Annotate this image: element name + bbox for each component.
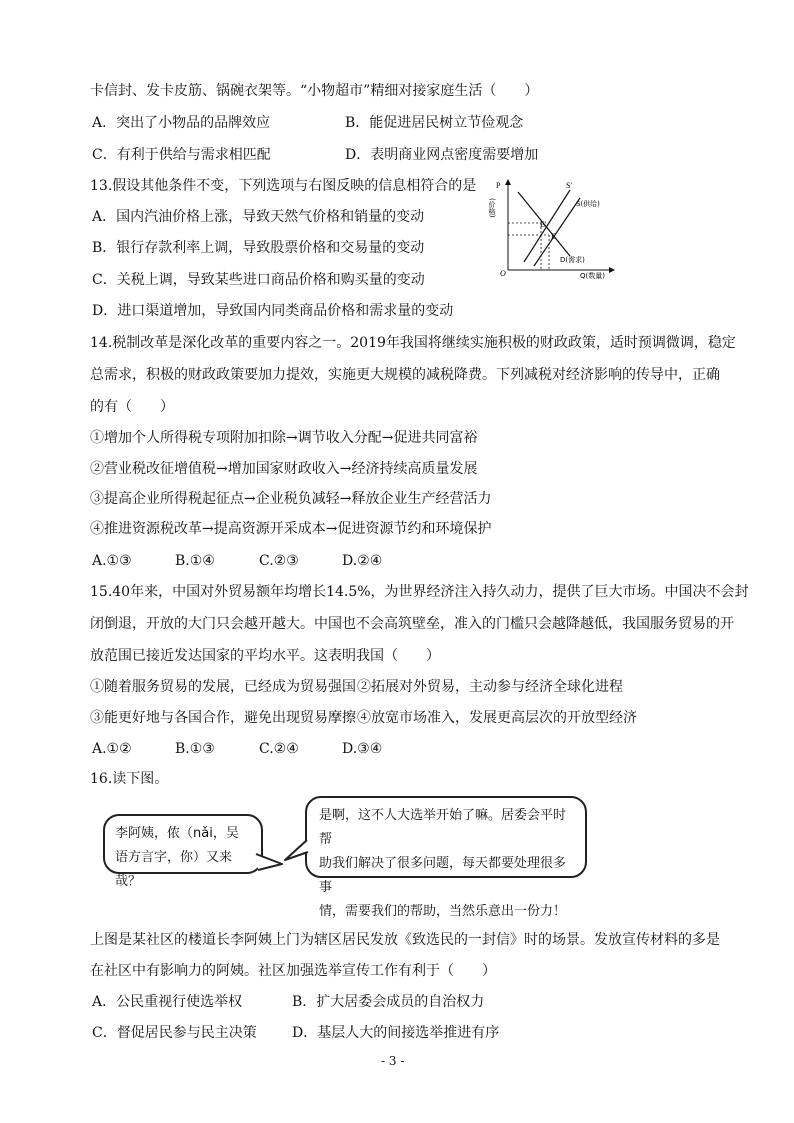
e-prime-label: E′ [540,220,547,229]
speech-bubble-right-line-2: 助我们解决了很多问题，每天都要处理很多事 [319,856,567,895]
q16-paragraph-line-2: 在社区中有影响力的阿姨。社区加强选举宣传工作有利于（ ） [90,963,496,979]
speech-bubble-left [103,814,263,889]
origin-label: O [500,269,506,278]
q15-option-a: A.①② [92,741,132,757]
q15-stem-line-2: 闭倒退，开放的大门只会越开越大。中国也不会高筑壁垒，准入的门槛只会越降越低，我国服务贸易的开 [90,616,734,632]
q14-stem-line-1: 14.税制改革是深化改革的重要内容之一。2019年我国将继续实施积极的财政政策，适时预调微调，稳定 [90,335,736,351]
q16-option-c: C．督促居民参与民主决策 [92,1025,257,1041]
q16-option-a: A．公民重视行使选举权 [92,994,243,1010]
q15-option-d: D.③④ [342,741,383,757]
speech-bubble-right-line-3: 情，需要我们的帮助，当然乐意出一份力！ [319,904,567,919]
s-prime-label: S′ [566,181,573,190]
speech-bubble-right-tail [283,838,311,862]
q13-stem: 13.假设其他条件不变，下列选项与右图反映的信息相符合的是 [90,178,477,194]
y-axis-label: P [496,181,501,190]
q13-option-c: C．关税上调，导致某些进口商品价格和购买量的变动 [92,272,425,288]
supply-demand-graph [488,176,618,280]
q15-stem-line-1: 15.40年来，中国对外贸易额年均增长14.5%，为世界经济注入持久动力，提供了巨大市场。中国决不会封 [90,584,749,600]
q15-stem-line-3: 放范围已接近发达国家的平均水平。这表明我国（ ） [90,648,440,664]
speech-bubble-left-line-2: 语方言字，你）又来哉？ [115,850,233,889]
speech-bubble-left-tail [254,852,284,874]
q14-item-4: ④推进资源税改革→提高资源开采成本→促进资源节约和环境保护 [90,521,492,537]
q16-stem: 16.读下图。 [90,771,169,787]
y-axis-sublabel: (价格) [488,198,496,218]
x-axis-label: Q(数量) [580,272,605,280]
d-label: D(需求) [560,256,585,264]
q16-paragraph-line-1: 上图是某社区的楼道长李阿姨上门为辖区居民发放《致选民的一封信》时的场景。发放宣传材料的多是 [90,932,720,948]
q12-option-b: B．能促进居民树立节俭观念 [345,115,524,131]
q14-item-2: ②营业税改征增值税→增加国家财政收入→经济持续高质量发展 [90,461,478,477]
q14-option-a: A.①③ [92,553,132,569]
q14-stem-line-2: 总需求，积极的财政政策要加力提效，实施更大规模的减税降费。下列减税对经济影响的传导中，正确 [90,367,720,383]
speech-bubble-right [305,796,587,919]
q15-option-b: B.①③ [175,741,215,757]
q14-stem-line-3: 的有（ ） [90,399,174,415]
q15-item-3: ③能更好地与各国合作，避免出现贸易摩擦 [90,710,356,726]
q16-option-d: D．基层人大的间接选举推进有序 [292,1025,500,1041]
q14-option-b: B.①④ [175,553,215,569]
q14-item-3: ③提高企业所得税起征点→企业税负减轻→释放企业生产经营活力 [90,491,492,507]
q13-option-b: B．银行存款利率上调，导致股票价格和交易量的变动 [92,240,425,256]
q12-option-d: D．表明商业网点密度需要增加 [345,147,539,163]
q12-option-c: C．有利于供给与需求相匹配 [92,147,271,163]
e-label: E [551,232,556,241]
supply-curve-s-prime [524,190,570,262]
q15-item-1: ①随着服务贸易的发展，已经成为贸易强国 [90,679,356,695]
q14-option-c: C.②③ [259,553,299,569]
q15-item-4: ④放宽市场准入，发展更高层次的开放型经济 [357,710,637,726]
speech-bubble-right-line-1: 是啊，这不人大选举开始了嘛。居委会平时帮 [319,808,567,847]
s-label: S(供给) [576,200,600,208]
q15-option-c: C.②④ [259,741,299,757]
q14-item-1: ①增加个人所得税专项附加扣除→调节收入分配→促进共同富裕 [90,430,478,446]
q13-option-d: D．进口渠道增加，导致国内同类商品价格和需求量的变动 [92,303,454,319]
q13-option-a: A．国内汽油价格上涨，导致天然气价格和销量的变动 [92,209,425,225]
q16-option-b: B．扩大居委会成员的自治权力 [292,994,485,1010]
q12-option-a: A．突出了小物品的品牌效应 [92,115,271,131]
q14-option-d: D.②④ [342,553,383,569]
q15-item-2: ②拓展对外贸易，主动参与经济全球化进程 [357,679,623,695]
q12-stem-continuation: 卡信封、发卡皮筋、锅碗衣架等。“小物超市”精细对接家庭生活（ ） [90,83,539,99]
speech-bubble-left-line-1: 李阿姨，侬（nǎi，吴 [115,826,239,841]
page-number: - 3 - [381,1054,405,1068]
